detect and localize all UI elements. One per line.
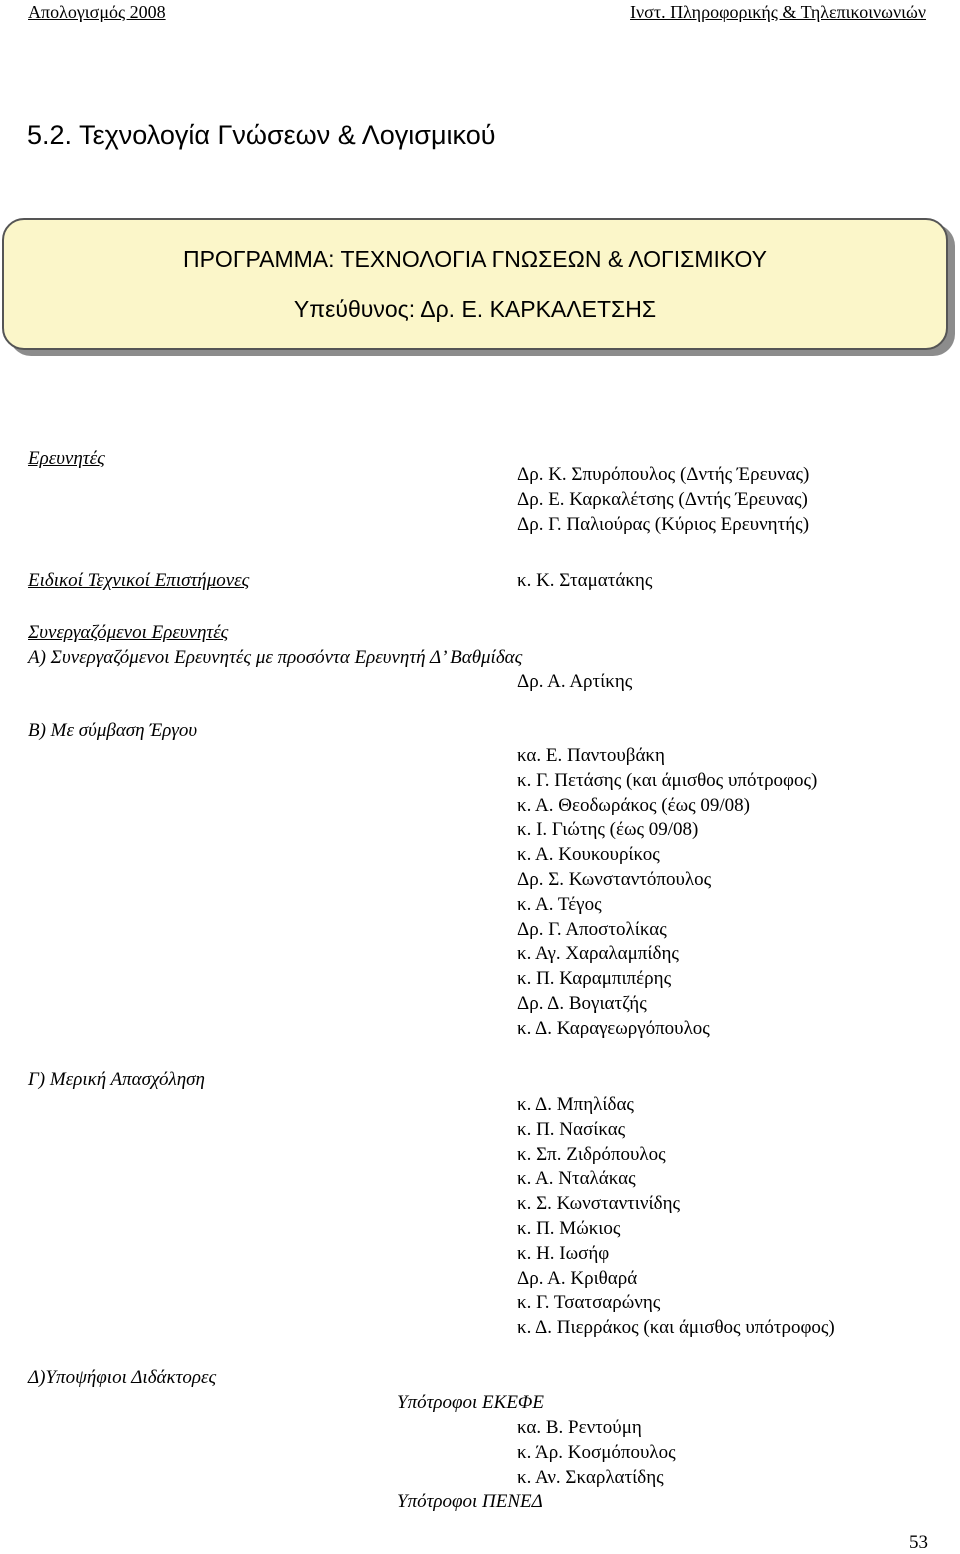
collaborators-label: Συνεργαζόμενοι Ερευνητές <box>28 622 229 643</box>
section-title: 5.2. Τεχνολογία Γνώσεων & Λογισμικού <box>27 120 496 150</box>
page-number: 53 <box>909 1532 928 1553</box>
list-item: κ. Ι. Γιώτης (έως 09/08) <box>517 819 699 841</box>
group-d-label: Δ)Υποψήφιοι Διδάκτορες <box>28 1367 217 1388</box>
researchers-label: Ερευνητές <box>28 448 105 469</box>
list-item: Δρ. Ε. Καρκαλέτσης (Δντής Έρευνας) <box>517 488 808 510</box>
list-item: κ. Άρ. Κοσμόπουλος <box>517 1441 676 1463</box>
list-item: κ. Α. Θεοδωράκος (έως 09/08) <box>517 794 750 816</box>
list-item: κ. Δ. Πιερράκος (και άμισθος υπότροφος) <box>517 1317 835 1339</box>
list-item: κ. Αγ. Χαραλαμπίδης <box>517 943 679 965</box>
group-a-label: Α) Συνεργαζόμενοι Ερευνητές με προσόντα Ερευνητή Δ’ Βαθμίδας <box>28 647 523 668</box>
list-item: Δρ. Δ. Βογιατζής <box>517 992 647 1014</box>
list-item: κα. Ε. Παντουβάκη <box>517 745 665 766</box>
ekefe-list <box>517 1416 676 1490</box>
ekefe-label: Υπότροφοι ΕΚΕΦΕ <box>397 1392 544 1413</box>
pened-label: Υπότροφοι ΠΕΝΕΔ <box>397 1491 543 1512</box>
group-c-list <box>517 1093 835 1341</box>
list-item: κ. Κ. Σταματάκης <box>517 570 653 591</box>
list-item: κ. Σπ. Ζιδρόπουλος <box>517 1143 666 1165</box>
group-b-label: Β) Με σύμβαση Έργου <box>28 720 198 741</box>
list-item: Δρ. Γ. Παλιούρας (Κύριος Ερευνητής) <box>517 513 810 535</box>
technical-staff-label: Ειδικοί Τεχνικοί Επιστήμονες <box>28 570 250 591</box>
list-item: κ. Α. Κουκουρίκος <box>517 844 660 866</box>
list-item: κ. Η. Ιωσήφ <box>517 1242 610 1264</box>
list-item: Δρ. Α. Κριθαρά <box>517 1267 638 1289</box>
list-item: κα. Β. Ρεντούμη <box>517 1417 642 1438</box>
list-item: κ. Δ. Μπηλίδας <box>517 1094 634 1115</box>
list-item: κ. Π. Καραμπιπέρης <box>517 968 672 990</box>
list-item: κ. Γ. Τσατσαρώνης <box>517 1292 661 1314</box>
group-b-list <box>517 744 817 1042</box>
list-item: Δρ. Κ. Σπυρόπουλος (Δντής Έρευνας) <box>517 464 810 485</box>
list-item: Δρ. Σ. Κωνσταντόπουλος <box>517 868 712 890</box>
list-item: κ. Αν. Σκαρλατίδης <box>517 1466 664 1488</box>
list-item: κ. Π. Μώκιος <box>517 1217 621 1239</box>
group-c-label: Γ) Μερική Απασχόληση <box>28 1069 205 1090</box>
list-item: κ. Σ. Κωνσταντινίδης <box>517 1193 681 1215</box>
header-left: Απολογισμός 2008 <box>28 2 166 22</box>
list-item: Δρ. Α. Αρτίκης <box>517 671 633 692</box>
researchers-list <box>517 463 809 537</box>
list-item: κ. Π. Νασίκας <box>517 1118 626 1140</box>
program-title: ΠΡΟΓΡΑΜΜΑ: ΤΕΧΝΟΛΟΓΙΑ ΓΝΩΣΕΩΝ & ΛΟΓΙΣΜΙΚΟΥ <box>182 246 768 272</box>
list-item: Δρ. Γ. Αποστολίκας <box>517 918 667 940</box>
list-item: κ. Α. Νταλάκας <box>517 1168 636 1190</box>
program-head: Υπεύθυνος: Δρ. Ε. ΚΑΡΚΑΛΕΤΣΗΣ <box>293 296 657 322</box>
header-right: Ινστ. Πληροφορικής & Τηλεπικοινωνιών <box>630 2 926 22</box>
list-item: κ. Δ. Καραγεωργόπουλος <box>517 1017 710 1039</box>
list-item: κ. Γ. Πετάσης (και άμισθος υπότροφος) <box>517 769 818 791</box>
program-box <box>2 218 948 350</box>
list-item: κ. Α. Τέγος <box>517 893 602 915</box>
